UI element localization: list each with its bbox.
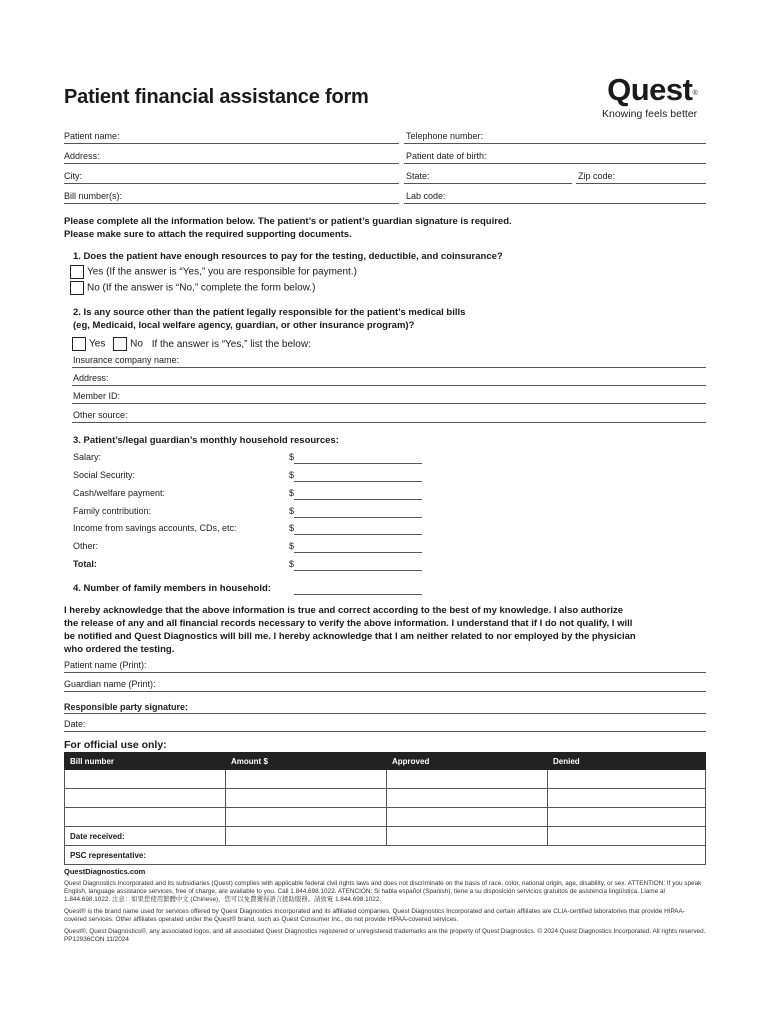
quest-logo	[602, 74, 697, 120]
col-approved: Approved	[387, 753, 548, 770]
q2-address-field[interactable]	[72, 385, 706, 386]
salary-label: Salary:	[73, 452, 102, 462]
col-denied: Denied	[548, 753, 706, 770]
table-cell[interactable]	[226, 770, 387, 789]
telephone-label: Telephone number:	[406, 131, 484, 141]
salary-field[interactable]	[294, 463, 422, 464]
table-cell[interactable]	[387, 789, 548, 808]
q2-yes-label: Yes	[89, 338, 106, 350]
page-title: Patient financial assistance form	[64, 86, 369, 108]
address-label: Address:	[64, 151, 100, 161]
q1-no-option	[70, 281, 315, 295]
col-amount: Amount $	[226, 753, 387, 770]
insurance-field[interactable]	[72, 367, 706, 368]
q2-no-label: No	[130, 338, 143, 350]
table-row	[65, 846, 706, 865]
q1-no-checkbox[interactable]	[70, 281, 84, 295]
official-use-table	[64, 752, 706, 865]
state-field[interactable]	[404, 183, 572, 184]
ack-line-2: the release of any and all financial records necessary to verify the above information. I understand that if I do not qualify, I will	[64, 618, 633, 629]
table-cell[interactable]	[387, 827, 548, 846]
footer-paragraph-3: Quest®, Quest Diagnostics®, any associated logos, and all associated Quest Diagnostics registered or unregistered trademarks are the property of Quest Diagnostics. © 2024 Quest Diagnostics Incorporated. All rights reserved. PP12936CON 11/2024	[64, 928, 706, 943]
member-id-label: Member ID:	[73, 391, 121, 401]
logo-word: Quest	[607, 72, 693, 107]
patient-name-field[interactable]	[64, 143, 399, 144]
q1-yes-checkbox[interactable]	[70, 265, 84, 279]
total-field[interactable]	[294, 570, 422, 571]
zip-label: Zip code:	[578, 171, 616, 181]
table-cell[interactable]	[226, 827, 387, 846]
total-label: Total:	[73, 559, 97, 569]
ack-line-4: who ordered the testing.	[64, 644, 175, 655]
lab-code-field[interactable]	[404, 203, 706, 204]
official-heading: For official use only:	[64, 739, 167, 751]
zip-field[interactable]	[576, 183, 706, 184]
patient-name-label: Patient name:	[64, 131, 120, 141]
table-cell[interactable]	[226, 808, 387, 827]
family-contribution-label: Family contribution:	[73, 506, 152, 516]
instruction-line-1: Please complete all the information below. The patient’s or patient’s guardian signature is required.	[64, 216, 512, 227]
date-field[interactable]	[64, 731, 706, 732]
official-table-header	[65, 753, 706, 770]
table-row	[65, 770, 706, 789]
instruction-line-2: Please make sure to attach the required supporting documents.	[64, 229, 352, 240]
ack-line-3: be notified and Quest Diagnostics will bill me. I hereby acknowledge that I am neither related to nor employed by the physician	[64, 631, 636, 642]
family-contribution-field[interactable]	[294, 517, 422, 518]
guardian-print-label: Guardian name (Print):	[64, 679, 156, 689]
bill-numbers-label: Bill number(s):	[64, 191, 123, 201]
other-income-field[interactable]	[294, 552, 422, 553]
table-cell[interactable]	[548, 789, 706, 808]
lab-code-label: Lab code:	[406, 191, 446, 201]
guardian-print-field[interactable]	[64, 691, 706, 692]
q2-question-line-1: 2. Is any source other than the patient legally responsible for the patient’s medical bills	[73, 307, 466, 318]
q1-question: 1. Does the patient have enough resources to pay for the testing, deductible, and coinsurance?	[73, 251, 503, 262]
cash-welfare-label: Cash/welfare payment:	[73, 488, 166, 498]
table-cell[interactable]	[226, 789, 387, 808]
q1-yes-option	[70, 265, 357, 279]
cash-welfare-currency: $	[289, 488, 295, 498]
member-id-field[interactable]	[72, 403, 706, 404]
table-row	[65, 827, 706, 846]
q1-yes-label: Yes (If the answer is “Yes,” you are responsible for payment.)	[87, 266, 357, 278]
city-label: City:	[64, 171, 82, 181]
savings-income-label: Income from savings accounts, CDs, etc:	[73, 523, 237, 533]
social-security-currency: $	[289, 470, 295, 480]
table-cell[interactable]	[548, 827, 706, 846]
date-label: Date:	[64, 719, 86, 729]
table-cell[interactable]	[65, 808, 226, 827]
q2-address-label: Address:	[73, 373, 109, 383]
q1-no-label: No (If the answer is “No,” complete the form below.)	[87, 282, 316, 294]
savings-income-currency: $	[289, 523, 295, 533]
bill-numbers-field[interactable]	[64, 203, 399, 204]
footer-site: QuestDiagnostics.com	[64, 867, 146, 876]
social-security-field[interactable]	[294, 481, 422, 482]
responsible-signature-label: Responsible party signature:	[64, 702, 189, 712]
psc-representative-label: PSC representative:	[65, 846, 706, 865]
family-members-field[interactable]	[294, 594, 422, 595]
salary-currency: $	[289, 452, 295, 462]
insurance-label: Insurance company name:	[73, 355, 180, 365]
table-cell[interactable]	[387, 808, 548, 827]
ack-line-1: I hereby acknowledge that the above information is true and correct according to the best of my knowledge. I also authorize	[64, 605, 624, 616]
responsible-signature-field[interactable]	[64, 713, 706, 714]
dob-label: Patient date of birth:	[406, 151, 487, 161]
q2-options	[72, 337, 311, 351]
savings-income-field[interactable]	[294, 534, 422, 535]
cash-welfare-field[interactable]	[294, 499, 422, 500]
table-cell[interactable]	[65, 770, 226, 789]
social-security-label: Social Security:	[73, 470, 136, 480]
dob-field[interactable]	[404, 163, 706, 164]
other-source-field[interactable]	[72, 422, 706, 423]
other-income-label: Other:	[73, 541, 99, 551]
address-field[interactable]	[64, 163, 399, 164]
col-bill-number: Bill number	[65, 753, 226, 770]
city-field[interactable]	[64, 183, 399, 184]
q3-question: 3. Patient’s/legal guardian’s monthly household resources:	[73, 435, 339, 446]
table-cell[interactable]	[548, 808, 706, 827]
q2-yes-checkbox[interactable]	[72, 337, 86, 351]
logo-tagline: Knowing feels better	[602, 108, 698, 120]
telephone-field[interactable]	[404, 143, 706, 144]
total-currency: $	[289, 559, 295, 569]
table-cell[interactable]	[387, 770, 548, 789]
state-label: State:	[406, 171, 430, 181]
table-cell[interactable]	[65, 789, 226, 808]
date-received-label: Date received:	[65, 827, 226, 846]
patient-print-label: Patient name (Print):	[64, 660, 147, 670]
footer-paragraph-2: Quest® is the brand name used for services offered by Quest Diagnostics Incorporated and its affiliated companies. Quest Diagnostics Incorporated and certain affiliates are CLIA-certified laboratories that provide HIPAA-covered services. Other affiliates operated under the Quest® brand, such as Quest Consumer Inc., do not provide HIPAA-covered services.	[64, 908, 685, 923]
other-source-label: Other source:	[73, 410, 128, 420]
table-cell[interactable]	[548, 770, 706, 789]
table-row	[65, 789, 706, 808]
q2-hint: If the answer is “Yes,” list the below:	[151, 338, 311, 350]
registered-mark: ®	[692, 90, 698, 97]
footer-paragraph-1: Quest Diagnostics Incorporated and its subsidiaries (Quest) complies with applicable federal civil rights laws and does not discriminate on the basis of race, color, national origin, age, disability, or sex. ATTENTION: If you speak English, language assistance services, free of charge, are available to you. Call 1.844.698.1022. ATENCIÓN: Si habla español (Spanish), tiene a su disposición servicios gratuitos de asistencia lingüística. Llame al 1.844.698.1022. 注意：如果您使用繁體中文 (Chinese)，您可以免費獲得語言援助服務。請致電 1.844.698.1022.	[64, 880, 702, 903]
other-income-currency: $	[289, 541, 295, 551]
patient-print-field[interactable]	[64, 672, 706, 673]
family-contribution-currency: $	[289, 506, 295, 516]
q2-no-checkbox[interactable]	[113, 337, 127, 351]
table-row	[65, 808, 706, 827]
q4-question: 4. Number of family members in household:	[73, 583, 271, 594]
q2-question-line-2: (eg, Medicaid, local welfare agency, guardian, or other insurance program)?	[73, 320, 415, 331]
